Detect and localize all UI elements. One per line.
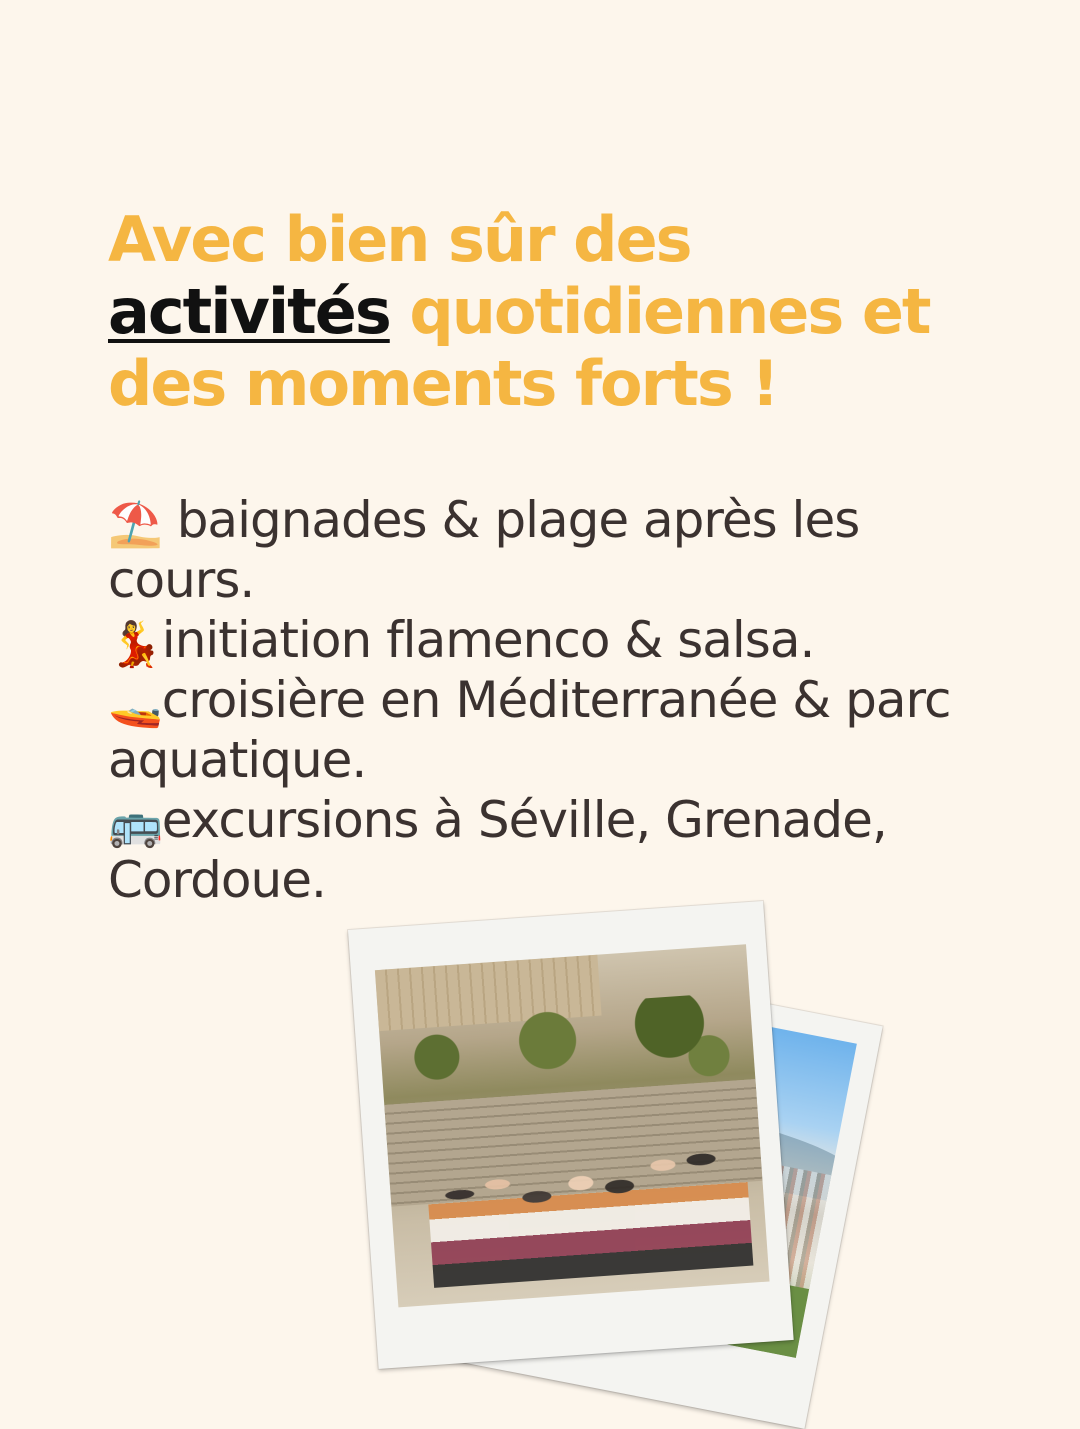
polaroid-photo-front — [348, 901, 794, 1369]
dancer-icon: 💃 — [108, 619, 162, 670]
title-part-2: quotidiennes et des moments forts ! — [108, 275, 930, 420]
student-group — [424, 1114, 754, 1288]
activity-text: initiation flamenco & salsa. — [161, 611, 815, 669]
bus-icon: 🚌 — [108, 799, 162, 850]
list-item — [108, 670, 1008, 790]
list-item — [108, 790, 1008, 910]
title-part-1: Avec bien sûr des — [108, 203, 691, 276]
beach-umbrella-icon: ⛱️ — [108, 499, 162, 550]
title-emphasis: activités — [108, 275, 390, 348]
activity-text: excursions à Séville, Grenade, Cordoue. — [108, 791, 887, 909]
group-photo — [375, 944, 770, 1307]
activity-text: baignades & plage après les cours. — [108, 491, 860, 609]
list-item — [108, 610, 1008, 670]
list-item — [108, 490, 1008, 610]
page-title — [108, 204, 988, 420]
activity-text: croisière en Méditerranée & parc aquatique. — [108, 671, 951, 789]
activity-list — [108, 490, 1008, 910]
speedboat-icon: 🚤 — [108, 679, 162, 730]
